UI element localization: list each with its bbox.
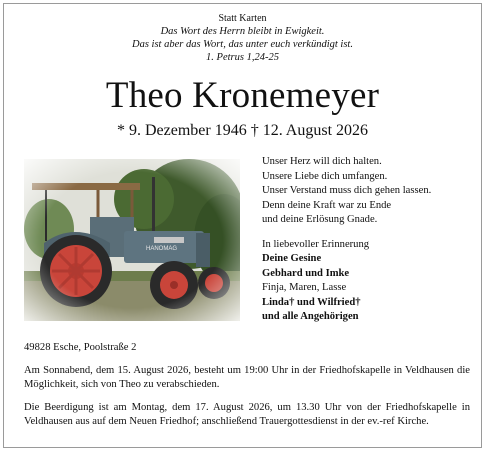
poem-line: Unser Verstand muss dich gehen lassen. [262, 185, 432, 196]
deceased-name: Theo Kronemeyer [105, 75, 380, 116]
mourner-line: Linda† und Wilfried† [262, 296, 361, 308]
mourner-line: Gebhard und Imke [262, 267, 350, 279]
life-dates: * 9. Dezember 1946 † 12. August 2026 [116, 122, 369, 139]
statt-karten: Statt Karten [218, 13, 267, 24]
poem-line: Unsere Liebe dich umfangen. [262, 170, 388, 182]
poem-line: Unser Herz will dich halten. [262, 156, 382, 167]
poem-line: Denn deine Kraft war zu Ende [262, 199, 392, 211]
mourner-line: Finja, Maren, Lasse [262, 282, 347, 293]
viewing-notice: Am Sonnabend, dem 15. August 2026, besteht um 19:00 Uhr in der Friedhofskapelle in Veldhausen die Möglichkeit, sich von Theo zu verabschieden. [24, 365, 470, 390]
address: 49828 Esche, Poolstraße 2 [24, 342, 137, 353]
poem-and-mourners [262, 155, 477, 325]
verse-reference: 1. Petrus 1,24-25 [206, 52, 279, 63]
mourner-line: und alle Angehörigen [262, 311, 359, 322]
tractor-illustration [24, 159, 240, 321]
mourners-intro: In liebevoller Erinnerung [262, 238, 370, 250]
funeral-notice: Die Beerdigung ist am Montag, dem 17. August 2026, um 13.30 Uhr von der Friedhofskapelle in Veldhausen aus auf dem Neuen Friedhof; anschließend Trauergottesdienst in der ev.-ref Kirche. [24, 402, 470, 427]
verse-line-2: Das ist aber das Wort, das unter euch verkündigt ist. [132, 39, 353, 50]
details-section [24, 341, 470, 429]
poem-line: und deine Erlösung Gnade. [262, 214, 378, 225]
header [4, 13, 481, 64]
mourner-line: Deine Gesine [262, 253, 322, 264]
tractor-photo [24, 159, 240, 321]
obituary-card [3, 3, 482, 448]
verse-line-1: Das Wort des Herrn bleibt in Ewigkeit. [160, 26, 325, 37]
